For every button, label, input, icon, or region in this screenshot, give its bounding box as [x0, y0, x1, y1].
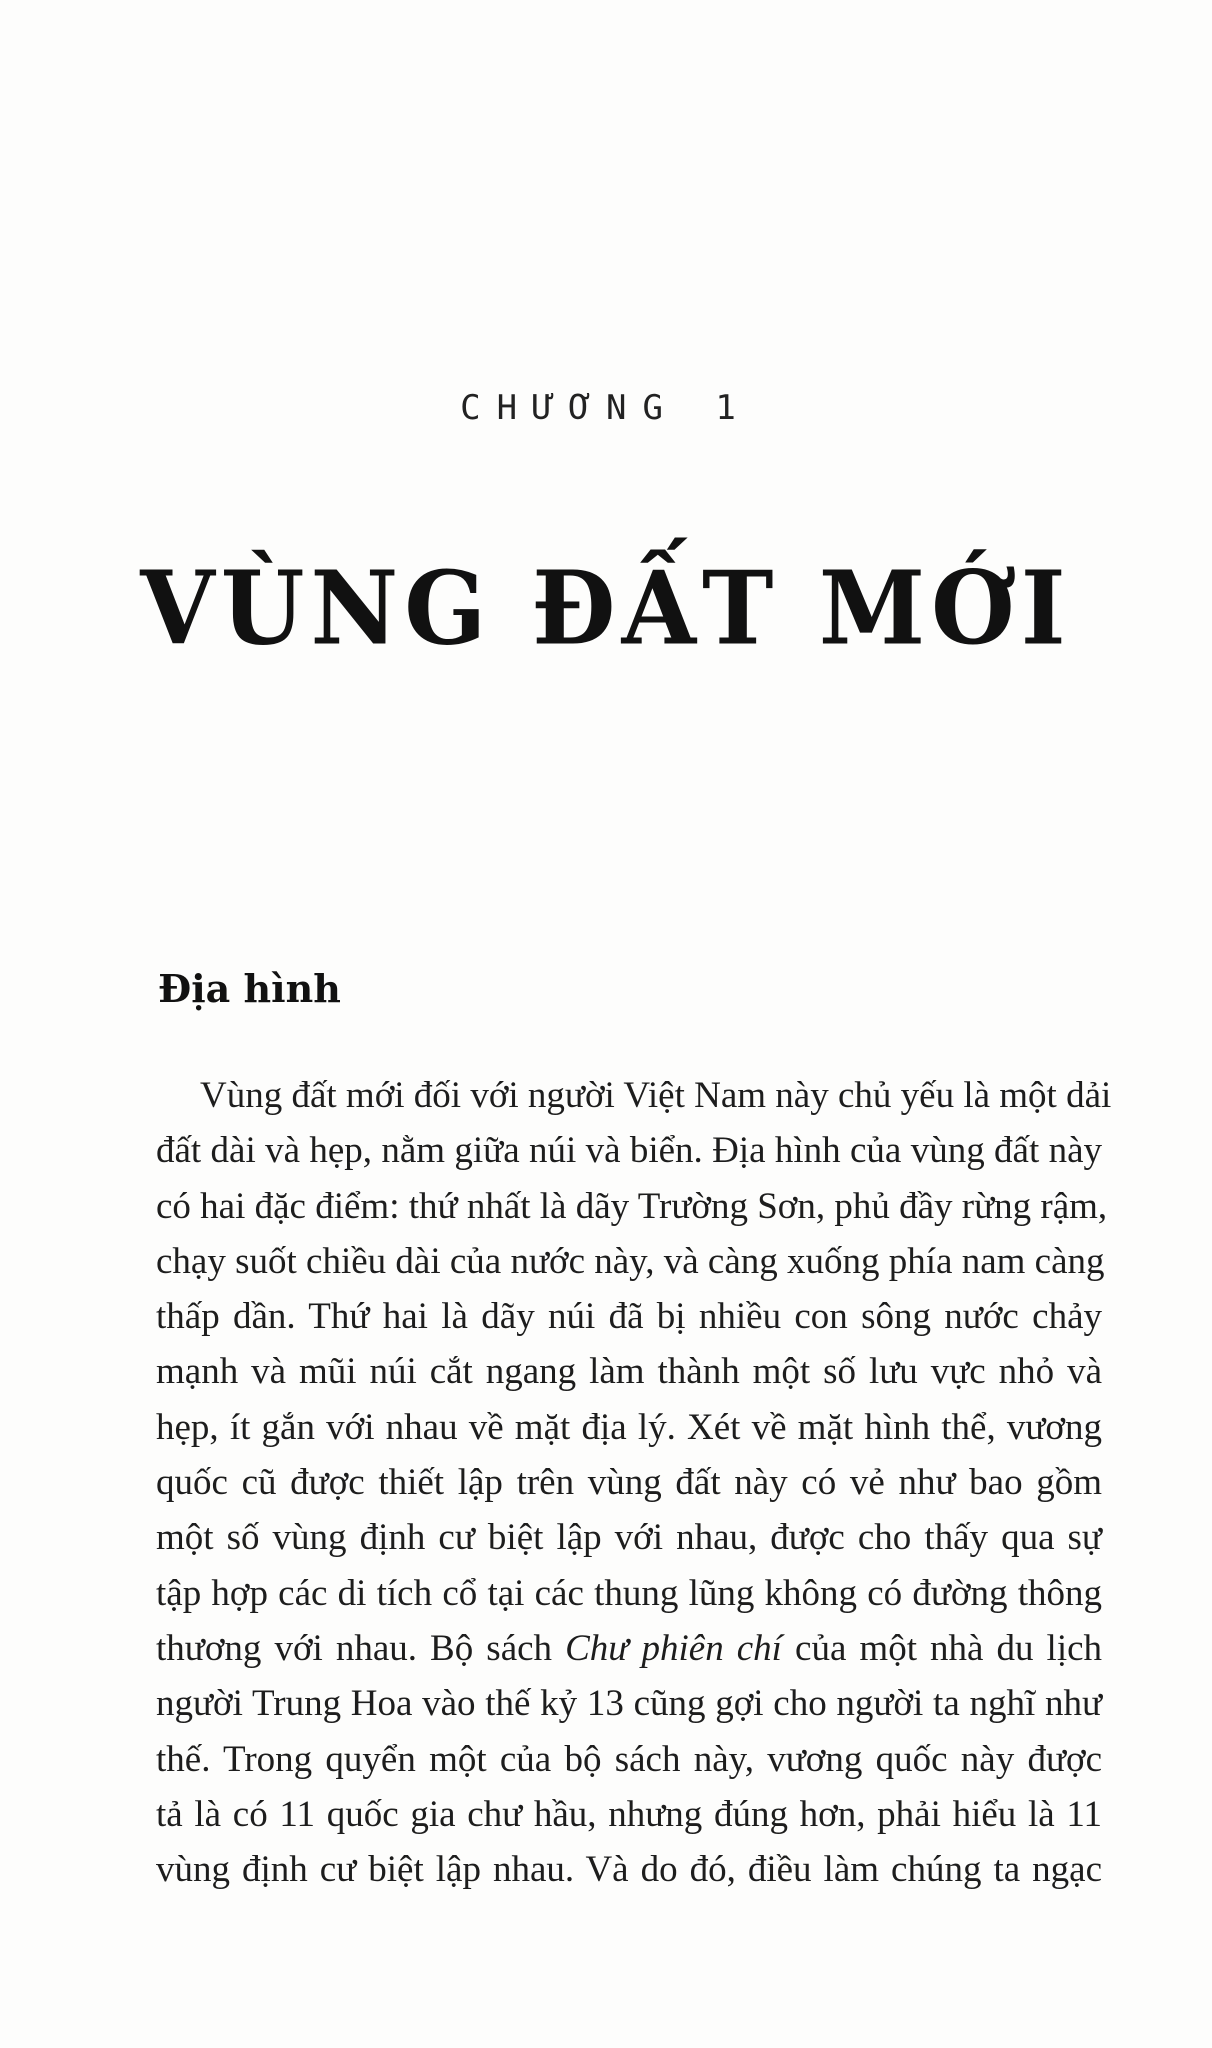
paragraph-line: quốc cũ được thiết lập trên vùng đất này có vẻ như bao gồm: [156, 1462, 1102, 1504]
paragraph-line: Vùng đất mới đối với người Việt Nam này chủ yếu là một dải: [200, 1075, 1112, 1116]
paragraph-line: thấp dần. Thứ hai là dãy núi đã bị nhiều con sông nước chảy: [156, 1296, 1102, 1338]
paragraph-line: mạnh và mũi núi cắt ngang làm thành một số lưu vực nhỏ và: [156, 1351, 1102, 1393]
text-before-title: thương với nhau. Bộ sách: [156, 1627, 566, 1669]
paragraph-line: tả là có 11 quốc gia chư hầu, nhưng đúng hơn, phải hiểu là 11: [156, 1793, 1102, 1835]
paragraph-line-with-book-title: [156, 1621, 1102, 1676]
chapter-label: CHƯƠNG 1: [460, 388, 752, 428]
paragraph-line: thế. Trong quyển một của bộ sách này, vương quốc này được: [156, 1738, 1102, 1780]
text-after-title: của một nhà du lịch: [781, 1627, 1103, 1669]
paragraph-line: đất dài và hẹp, nằm giữa núi và biển. Địa hình của vùng đất này: [156, 1130, 1102, 1172]
paragraph-line: vùng định cư biệt lập nhau. Và do đó, điều làm chúng ta ngạc: [156, 1849, 1102, 1891]
section-heading: Địa hình: [158, 966, 341, 1011]
paragraph-line: tập hợp các di tích cổ tại các thung lũng không có đường thông: [156, 1572, 1102, 1614]
book-title-italic: Chư phiên chí: [565, 1627, 782, 1669]
paragraph-line: hẹp, ít gắn với nhau về mặt địa lý. Xét về mặt hình thể, vương: [156, 1406, 1102, 1448]
body-paragraph: [156, 1068, 1112, 1897]
paragraph-line: có hai đặc điểm: thứ nhất là dãy Trường Sơn, phủ đầy rừng rậm,: [156, 1185, 1108, 1227]
chapter-title: VÙNG ĐẤT MỚI: [140, 549, 1072, 668]
paragraph-line: người Trung Hoa vào thế kỷ 13 cũng gợi cho người ta nghĩ như: [156, 1683, 1102, 1725]
paragraph-line: một số vùng định cư biệt lập với nhau, được cho thấy qua sự: [156, 1517, 1102, 1559]
paragraph-line: chạy suốt chiều dài của nước này, và càng xuống phía nam càng: [156, 1240, 1105, 1282]
